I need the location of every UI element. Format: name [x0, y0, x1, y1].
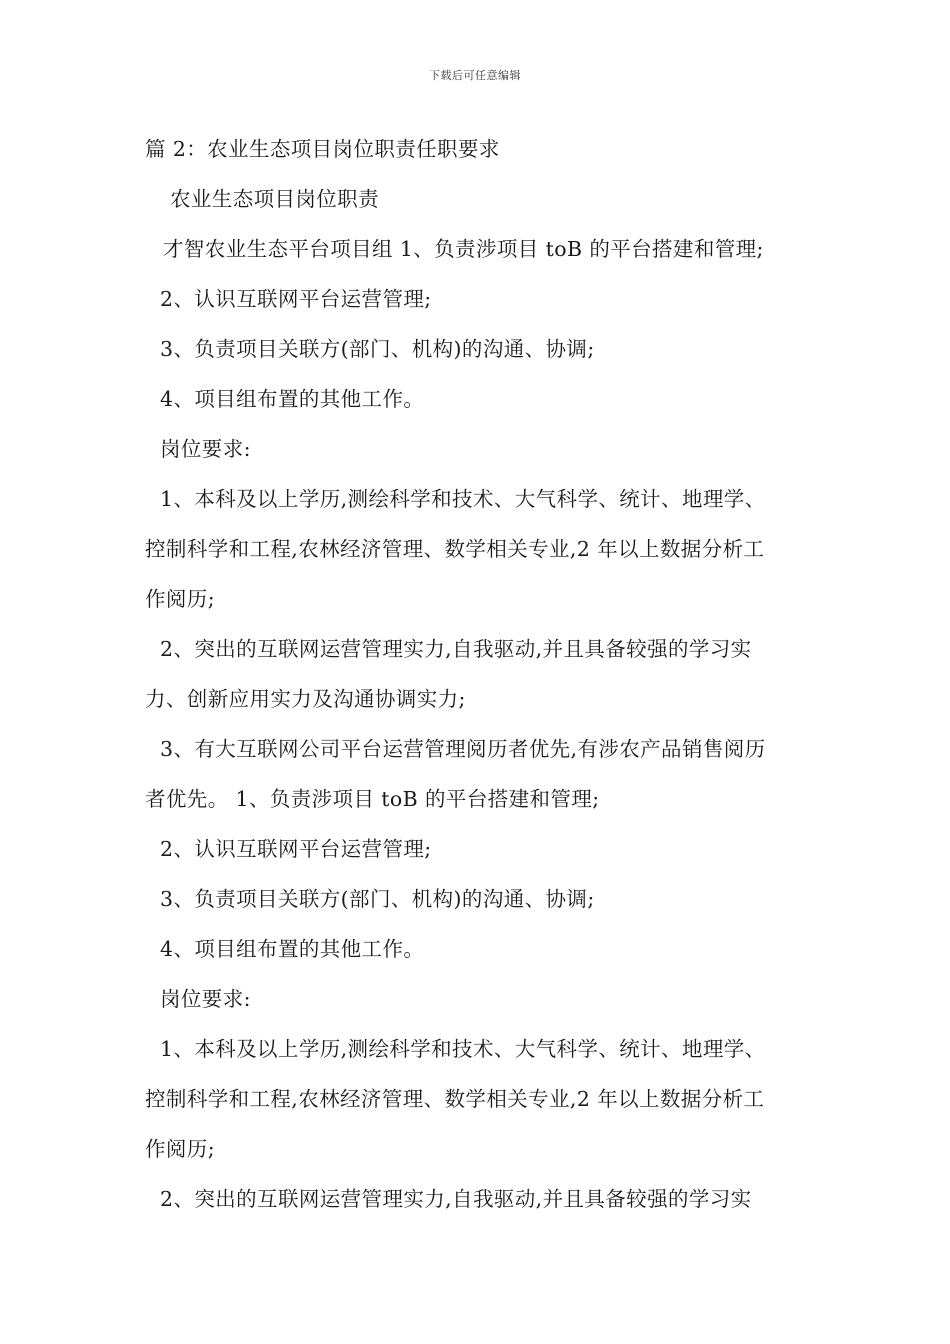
paragraph-line: 2、认识互联网平台运营管理;	[160, 287, 432, 311]
paragraph-line: 控制科学和工程,农林经济管理、数学相关专业,2 年以上数据分析工	[145, 537, 765, 561]
header-note: 下载后可任意编辑	[429, 69, 521, 82]
paragraph-line: 作阅历;	[145, 1137, 216, 1161]
paragraph-line: 3、负责项目关联方(部门、机构)的沟通、协调;	[160, 337, 595, 361]
paragraph-line: 1、本科及以上学历,测绘科学和技术、大气科学、统计、地理学、	[160, 487, 766, 511]
paragraph-line: 力、创新应用实力及沟通协调实力;	[145, 687, 466, 711]
section-title: 篇 2：农业生态项目岗位职责任职要求	[145, 137, 500, 161]
paragraph-line: 才智农业生态平台项目组 1、负责涉项目 toB 的平台搭建和管理;	[163, 237, 764, 261]
paragraph-line: 者优先。 1、负责涉项目 toB 的平台搭建和管理;	[145, 787, 600, 811]
paragraph-line: 1、本科及以上学历,测绘科学和技术、大气科学、统计、地理学、	[160, 1037, 766, 1061]
requirements-heading: 岗位要求:	[160, 987, 251, 1011]
paragraph-line: 3、负责项目关联方(部门、机构)的沟通、协调;	[160, 887, 595, 911]
paragraph-line: 3、有大互联网公司平台运营管理阅历者优先,有涉农产品销售阅历	[160, 737, 766, 761]
paragraph-line: 2、突出的互联网运营管理实力,自我驱动,并且具备较强的学习实	[160, 1187, 752, 1211]
paragraph-line: 作阅历;	[145, 587, 216, 611]
subsection-title: 农业生态项目岗位职责	[170, 187, 379, 211]
paragraph-line: 2、认识互联网平台运营管理;	[160, 837, 432, 861]
paragraph-line: 控制科学和工程,农林经济管理、数学相关专业,2 年以上数据分析工	[145, 1087, 765, 1111]
paragraph-line: 4、项目组布置的其他工作。	[160, 937, 425, 961]
paragraph-line: 4、项目组布置的其他工作。	[160, 387, 425, 411]
paragraph-line: 2、突出的互联网运营管理实力,自我驱动,并且具备较强的学习实	[160, 637, 752, 661]
requirements-heading: 岗位要求:	[160, 437, 251, 461]
